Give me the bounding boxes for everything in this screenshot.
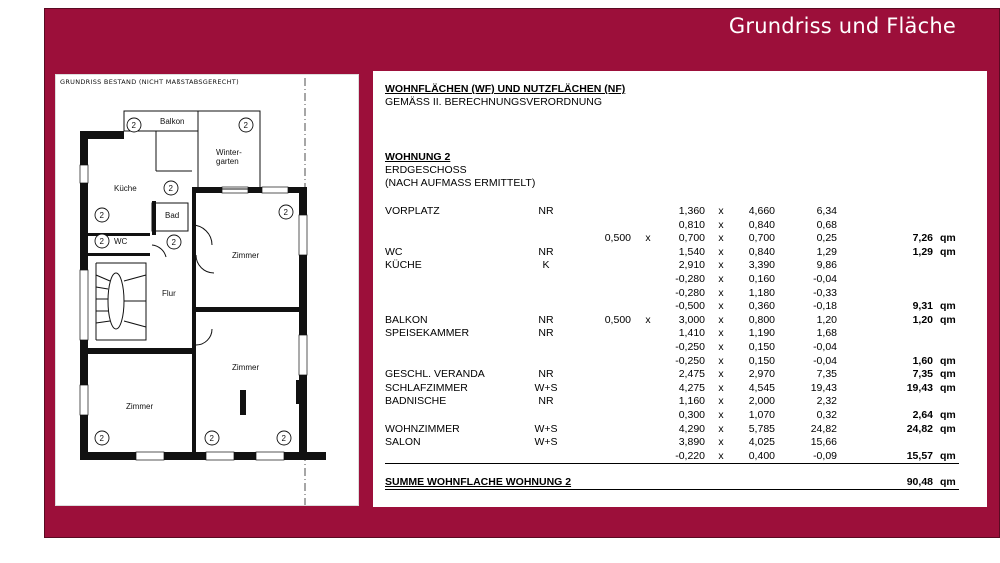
cell-b: 0,150 <box>748 354 775 367</box>
unit-marker: 2 <box>243 121 248 130</box>
cell-type: NR <box>538 368 554 381</box>
cell-prod: -0,18 <box>813 300 837 313</box>
calc-subheading: GEMÄSS II. BERECHNUNGSVERORDNUNG <box>385 96 603 108</box>
room-label-kueche: Küche <box>114 184 137 193</box>
cell-room: SALON <box>385 436 421 449</box>
cell-type: W+S <box>534 381 558 394</box>
cell-a: -0,280 <box>675 286 705 299</box>
cell-total: 9,31 <box>912 300 933 313</box>
unit-marker: 2 <box>131 121 136 130</box>
cell-a: -0,250 <box>675 354 705 367</box>
floor-plan-caption: GRUNDRISS BESTAND (NICHT MAßSTABSGERECHT) <box>60 78 239 86</box>
cell-x1: x <box>645 232 651 245</box>
unit-marker: 2 <box>171 238 176 247</box>
cell-total: 1,60 <box>912 354 933 367</box>
cell-total: 15,57 <box>906 449 933 462</box>
cell-x2: x <box>718 354 724 367</box>
cell-b: 0,150 <box>748 341 775 353</box>
cell-qm: qm <box>940 354 956 367</box>
cell-a: 1,410 <box>678 327 705 340</box>
sum-underline <box>385 489 959 490</box>
cell-room: BALKON <box>385 313 428 326</box>
calc-heading: WOHNFLÄCHEN (WF) UND NUTZFLÄCHEN (NF) <box>385 83 626 95</box>
cell-b: 3,390 <box>748 259 775 272</box>
cell-x2: x <box>718 368 724 381</box>
cell-prod: 1,29 <box>816 245 837 258</box>
cell-x1: x <box>645 313 651 326</box>
cell-b: 1,190 <box>748 327 775 340</box>
floor-label: ERDGESCHOSS <box>385 164 467 176</box>
room-label-flur: Flur <box>162 289 176 298</box>
cell-x2: x <box>718 259 724 272</box>
cell-type: K <box>542 259 550 272</box>
room-label-bad: Bad <box>165 211 180 220</box>
cell-b: 1,180 <box>748 286 775 299</box>
cell-x2: x <box>718 395 724 408</box>
area-calculation-card <box>373 71 987 507</box>
cell-a: 1,160 <box>678 395 705 408</box>
cell-total: 1,29 <box>912 245 933 258</box>
measurement-note: (NACH AUFMASS ERMITTELT) <box>385 177 536 189</box>
cell-total: 2,64 <box>912 409 933 421</box>
cell-type: NR <box>538 245 554 258</box>
cell-b: 4,025 <box>748 436 775 449</box>
cell-prod: 19,43 <box>810 381 837 394</box>
cell-x2: x <box>718 341 724 353</box>
cell-prod: 0,25 <box>816 232 837 245</box>
cell-room: KÜCHE <box>385 259 422 272</box>
cell-total: 7,26 <box>912 232 933 245</box>
cell-a: 2,475 <box>678 368 705 381</box>
cell-b: 0,160 <box>748 273 775 285</box>
cell-qm: qm <box>940 422 956 435</box>
cell-a: 0,810 <box>678 218 705 231</box>
cell-x2: x <box>718 422 724 435</box>
unit-marker: 2 <box>283 208 288 217</box>
cell-total: 24,82 <box>906 422 933 435</box>
cell-x2: x <box>718 449 724 462</box>
cell-b: 0,360 <box>748 300 775 313</box>
cell-a: -0,280 <box>675 273 705 285</box>
cell-b: 4,545 <box>748 381 775 394</box>
cell-b: 5,785 <box>748 422 775 435</box>
cell-x2: x <box>718 381 724 394</box>
cell-type: NR <box>538 327 554 340</box>
cell-b: 0,400 <box>748 449 775 462</box>
cell-qm: qm <box>940 313 956 326</box>
cell-x2: x <box>718 409 724 421</box>
cell-qm: qm <box>940 449 956 462</box>
unit-marker: 2 <box>281 434 286 443</box>
cell-x2: x <box>718 205 724 217</box>
cell-prod: 2,32 <box>816 395 837 408</box>
table-divider <box>385 463 959 464</box>
cell-a: 1,540 <box>678 245 705 258</box>
cell-room: VORPLATZ <box>385 205 440 217</box>
cell-qm: qm <box>940 381 956 394</box>
cell-prod: -0,04 <box>813 354 837 367</box>
cell-x2: x <box>718 436 724 449</box>
cell-a: -0,500 <box>675 300 705 313</box>
cell-prod: 24,82 <box>810 422 837 435</box>
cell-a: -0,220 <box>675 449 705 462</box>
cell-f: 0,500 <box>604 313 631 326</box>
cell-b: 0,800 <box>748 313 775 326</box>
cell-prod: -0,33 <box>813 286 837 299</box>
room-label-wintergarten: Winter- <box>216 148 242 157</box>
cell-room: WC <box>385 245 403 258</box>
cell-type: NR <box>538 313 554 326</box>
sum-value: 90,48 <box>906 476 933 488</box>
unit-marker: 2 <box>209 434 214 443</box>
cell-prod: -0,04 <box>813 341 837 353</box>
room-label-zimmer-2: Zimmer <box>232 363 260 372</box>
slide-title: Grundriss und Fläche <box>728 14 956 38</box>
floor-plan-drawing <box>56 75 360 507</box>
cell-qm: qm <box>940 232 956 245</box>
cell-a: -0,250 <box>675 341 705 353</box>
room-label-wc: WC <box>114 237 128 246</box>
cell-type: NR <box>538 395 554 408</box>
cell-a: 3,000 <box>678 313 705 326</box>
cell-a: 4,290 <box>678 422 705 435</box>
cell-a: 2,910 <box>678 259 705 272</box>
cell-prod: 9,86 <box>816 259 837 272</box>
cell-x2: x <box>718 273 724 285</box>
unit-marker: 2 <box>99 434 104 443</box>
cell-x2: x <box>718 218 724 231</box>
unit-marker: 2 <box>99 237 104 246</box>
cell-prod: -0,04 <box>813 273 837 285</box>
cell-total: 1,20 <box>912 313 933 326</box>
cell-x2: x <box>718 245 724 258</box>
cell-x2: x <box>718 232 724 245</box>
cell-total: 19,43 <box>906 381 933 394</box>
cell-qm: qm <box>940 300 956 313</box>
cell-prod: 1,20 <box>816 313 837 326</box>
cell-b: 0,700 <box>748 232 775 245</box>
room-label-wintergarten-2: garten <box>216 157 239 166</box>
cell-f: 0,500 <box>604 232 631 245</box>
cell-a: 1,360 <box>678 205 705 217</box>
cell-room: SCHLAFZIMMER <box>385 381 468 394</box>
cell-room: WOHNZIMMER <box>385 422 460 435</box>
cell-x2: x <box>718 313 724 326</box>
room-label-balkon: Balkon <box>160 117 185 126</box>
cell-prod: 0,32 <box>816 409 837 421</box>
cell-b: 2,000 <box>748 395 775 408</box>
cell-b: 4,660 <box>748 205 775 217</box>
cell-b: 0,840 <box>748 218 775 231</box>
sum-unit: qm <box>940 476 956 488</box>
cell-qm: qm <box>940 245 956 258</box>
cell-prod: 1,68 <box>816 327 837 340</box>
unit-marker: 2 <box>99 211 104 220</box>
cell-total: 7,35 <box>912 368 933 381</box>
cell-prod: -0,09 <box>813 449 837 462</box>
unit-marker: 2 <box>168 184 173 193</box>
cell-x2: x <box>718 327 724 340</box>
cell-type: W+S <box>534 436 558 449</box>
sum-label: SUMME WOHNFLACHE WOHNUNG 2 <box>385 476 572 488</box>
room-label-zimmer-3: Zimmer <box>126 402 154 411</box>
cell-x2: x <box>718 300 724 313</box>
cell-room: BADNISCHE <box>385 395 447 408</box>
cell-type: NR <box>538 205 554 217</box>
cell-type: W+S <box>534 422 558 435</box>
unit-title: WOHNUNG 2 <box>385 151 451 163</box>
cell-b: 0,840 <box>748 245 775 258</box>
cell-a: 0,700 <box>678 232 705 245</box>
cell-qm: qm <box>940 409 956 421</box>
cell-prod: 7,35 <box>816 368 837 381</box>
cell-b: 2,970 <box>748 368 775 381</box>
cell-x2: x <box>718 286 724 299</box>
cell-prod: 15,66 <box>810 436 837 449</box>
cell-room: SPEISEKAMMER <box>385 327 470 340</box>
floor-plan-card <box>55 74 359 506</box>
cell-prod: 6,34 <box>816 205 837 217</box>
cell-prod: 0,68 <box>816 218 837 231</box>
cell-b: 1,070 <box>748 409 775 421</box>
cell-a: 0,300 <box>678 409 705 421</box>
cell-a: 4,275 <box>678 381 705 394</box>
cell-qm: qm <box>940 368 956 381</box>
room-label-zimmer-1: Zimmer <box>232 251 260 260</box>
cell-a: 3,890 <box>678 436 705 449</box>
cell-room: GESCHL. VERANDA <box>385 368 485 381</box>
